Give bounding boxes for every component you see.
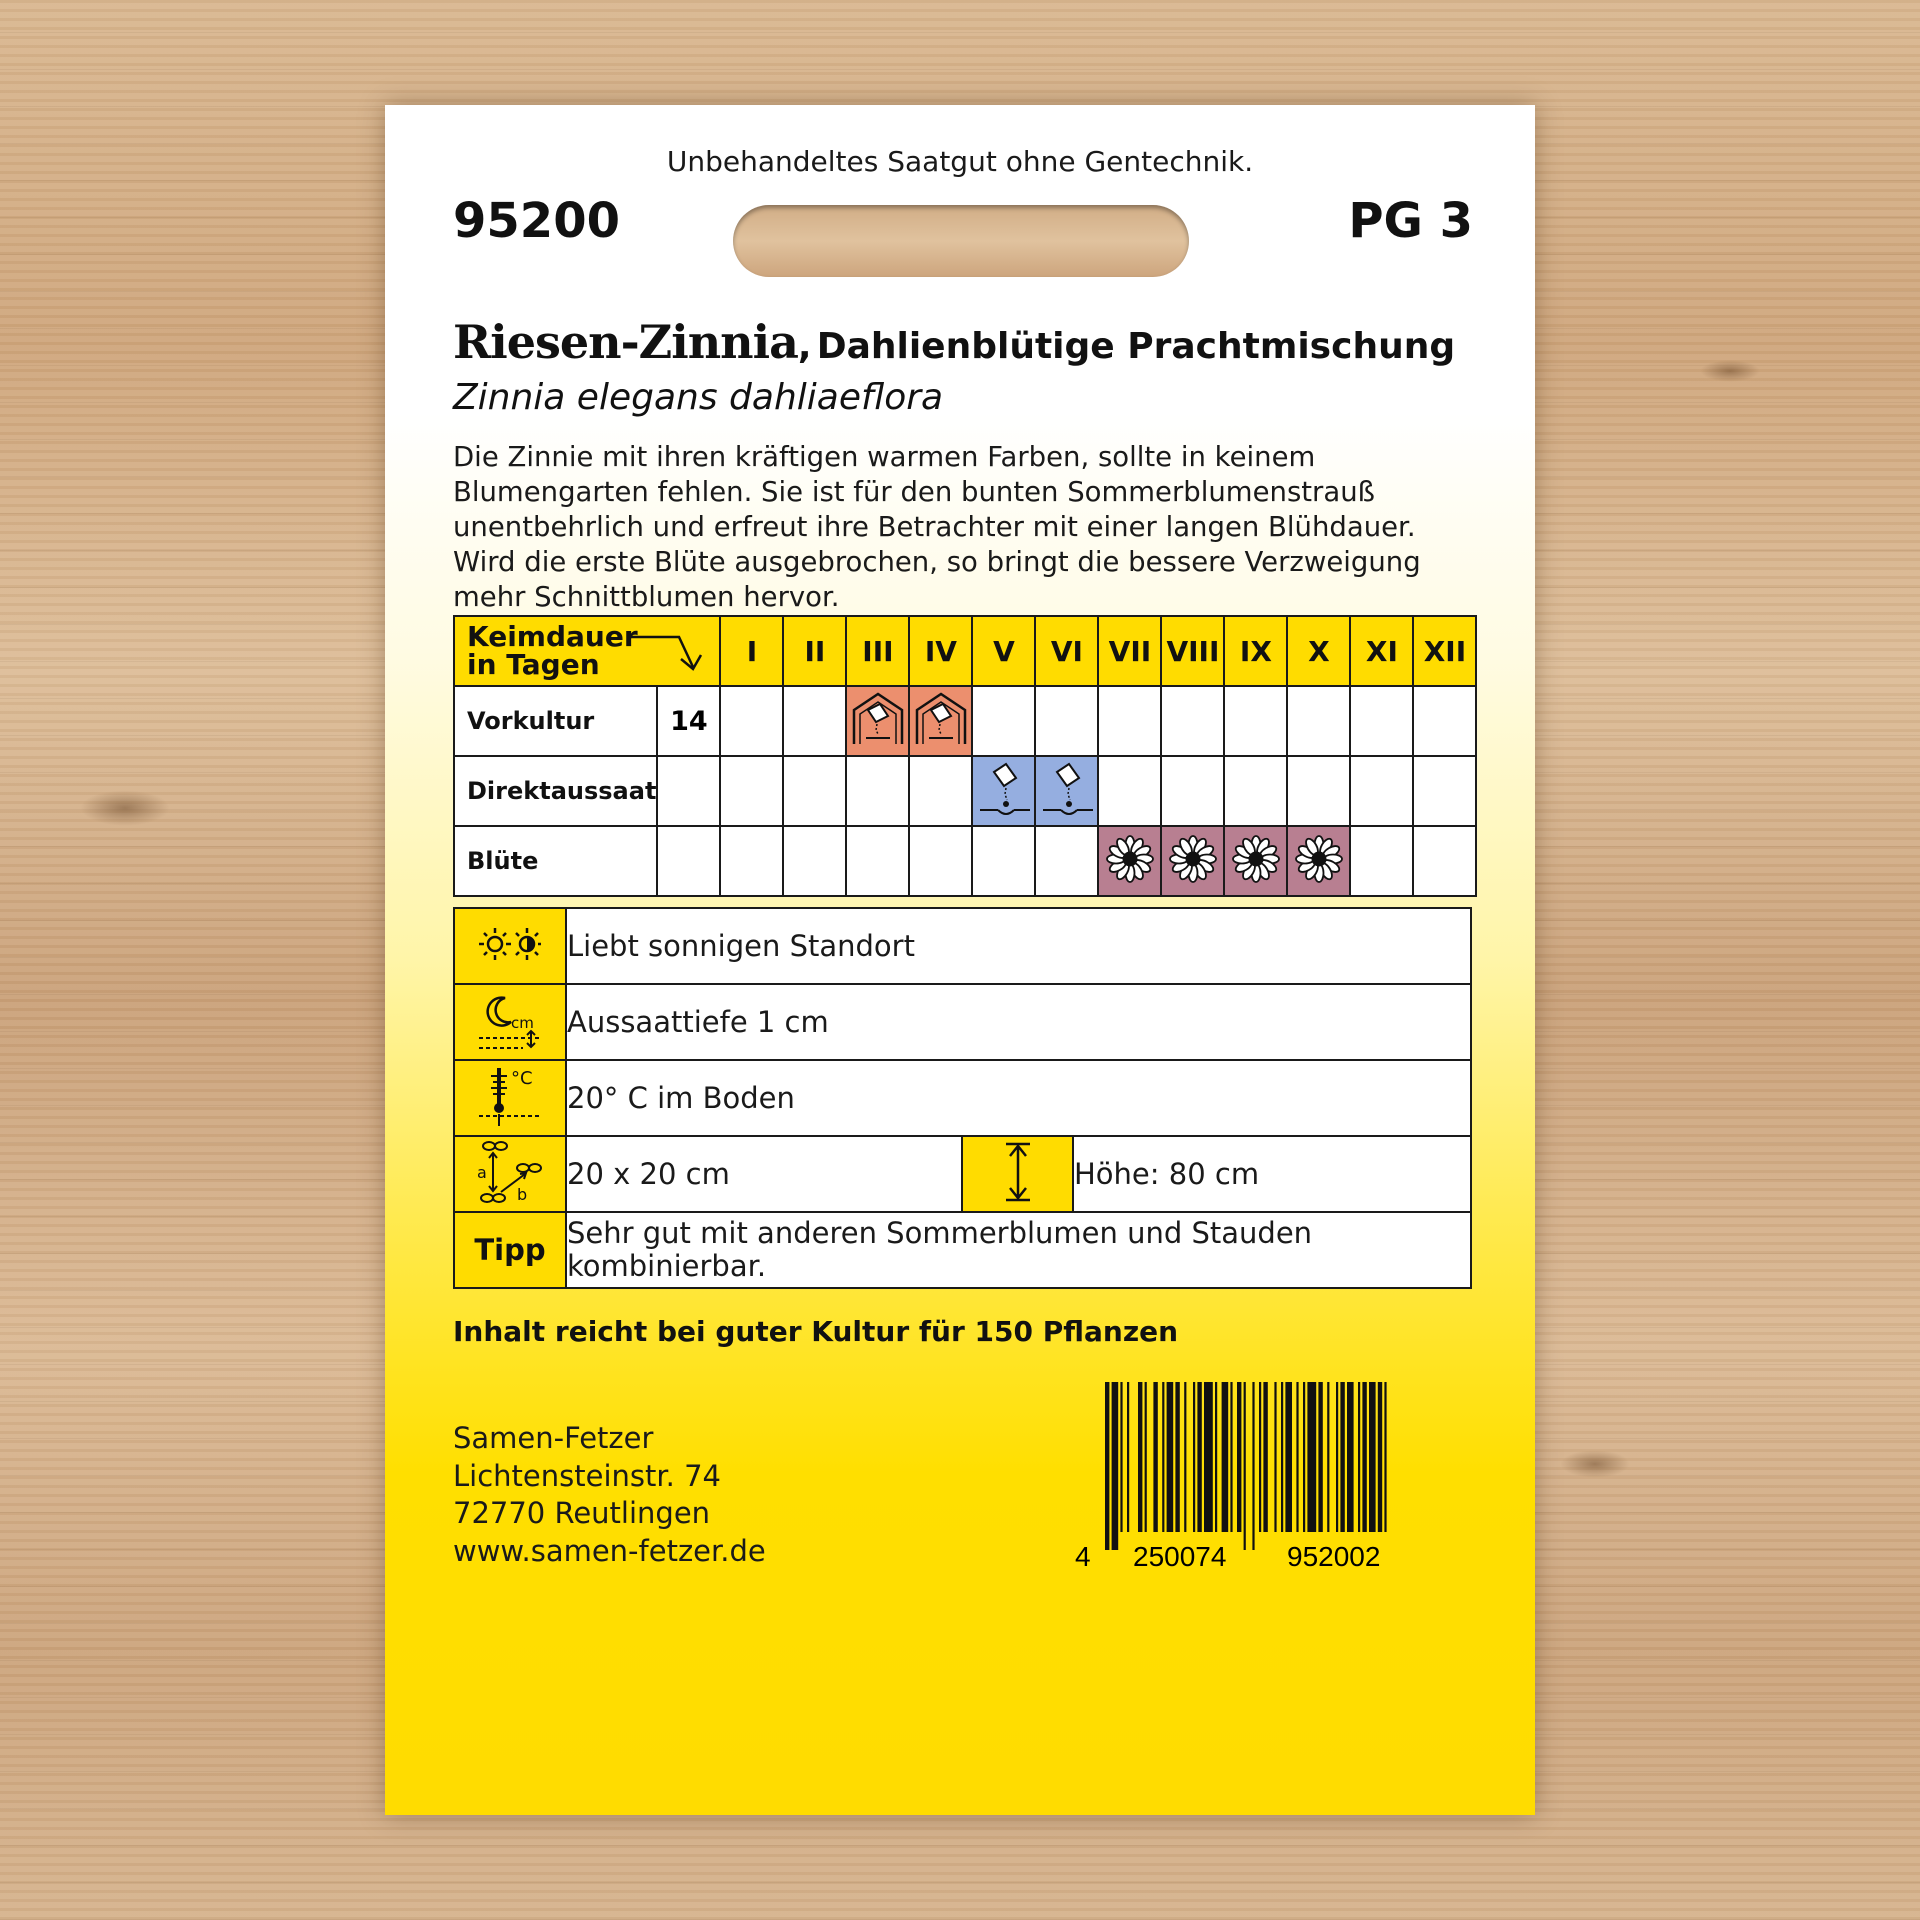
greenhouse-sowing-icon [913, 690, 969, 748]
info-row-tip [454, 1212, 1471, 1288]
depth-icon-unit: cm [511, 1014, 534, 1032]
thermometer-icon [475, 1064, 545, 1128]
month-header: VI [1035, 616, 1098, 686]
plant-spacing: 20 x 20 cm [566, 1136, 962, 1212]
month-cell [846, 826, 909, 896]
barcode-bar [1252, 1382, 1254, 1550]
arrow-down-right-icon [629, 631, 705, 673]
month-cell [1098, 756, 1161, 826]
barcode-bar [1327, 1382, 1329, 1532]
sowing-calendar [453, 615, 1477, 897]
sowing-depth: Aussaattiefe 1 cm [566, 984, 1471, 1060]
soil-temperature: 20° C im Boden [566, 1060, 1471, 1136]
plant-spacing-icon [475, 1138, 545, 1206]
barcode-bar [1138, 1382, 1142, 1532]
barcode-bar [1204, 1382, 1213, 1532]
hanging-slot [733, 205, 1189, 277]
latin-name: Zinnia elegans dahliaeflora [453, 377, 944, 418]
calendar-header-row [454, 616, 1476, 686]
barcode-bar [1281, 1382, 1283, 1532]
info-row-spacing [454, 1136, 1471, 1212]
content-note: Inhalt reicht bei guter Kultur für 150 Pflanzen [453, 1315, 1179, 1348]
temperature-icon-unit: °C [511, 1068, 533, 1089]
month-cell [1413, 756, 1476, 826]
barcode-bar [1162, 1382, 1164, 1532]
month-cell-active [1287, 826, 1350, 896]
month-cell-active [846, 686, 909, 756]
month-cell [1350, 756, 1413, 826]
company-city: 72770 Reutlingen [453, 1496, 711, 1530]
month-header: V [972, 616, 1035, 686]
ean-barcode [1075, 1380, 1485, 1570]
barcode-bar [1127, 1382, 1129, 1532]
germination-label-line2: in Tagen [467, 648, 600, 681]
germination-header [454, 616, 720, 686]
barcode-bar [1369, 1382, 1376, 1532]
month-cell-active [1035, 756, 1098, 826]
wood-knot [1700, 360, 1760, 382]
company-street: Lichtensteinstr. 74 [453, 1458, 721, 1493]
spacing-icon-b: b [517, 1185, 528, 1204]
barcode-bar [1362, 1382, 1366, 1532]
barcode-bar [1340, 1382, 1344, 1532]
barcode-bar [1303, 1382, 1305, 1532]
spacing-icon-a: a [477, 1163, 487, 1182]
company-website: www.samen-fetzer.de [453, 1533, 766, 1568]
barcode-bar [1237, 1382, 1241, 1532]
depth-icon-cell [454, 984, 566, 1060]
greenhouse-sowing-icon [850, 690, 906, 748]
sowing-depth-icon [475, 990, 545, 1050]
month-cell [1161, 686, 1224, 756]
barcode-bar [1153, 1382, 1157, 1532]
temperature-icon-cell [454, 1060, 566, 1136]
barcode-bar [1259, 1382, 1261, 1532]
month-cell [783, 756, 846, 826]
barcode-bar [1120, 1382, 1122, 1532]
month-cell [909, 826, 972, 896]
product-title [453, 315, 1455, 369]
month-cell [909, 756, 972, 826]
month-cell [972, 826, 1035, 896]
month-cell [1287, 756, 1350, 826]
month-cell [972, 686, 1035, 756]
title-subtitle: Dahlienblütige Prachtmischung [816, 326, 1456, 367]
month-cell [783, 686, 846, 756]
germination-days [657, 826, 720, 896]
price-group: PG 3 [1348, 193, 1473, 249]
month-header: IX [1224, 616, 1287, 686]
row-label: Blüte [454, 826, 657, 896]
month-cell [1224, 686, 1287, 756]
month-header: XII [1413, 616, 1476, 686]
barcode-bar [1112, 1382, 1119, 1550]
month-cell [1350, 686, 1413, 756]
flower-icon [1293, 870, 1345, 889]
month-cell [720, 686, 783, 756]
barcode-bar [1296, 1382, 1298, 1532]
month-cell [1287, 686, 1350, 756]
month-cell-active [972, 756, 1035, 826]
germination-days: 14 [657, 686, 720, 756]
barcode-bar [1167, 1382, 1174, 1532]
barcode-right-digits: 952002 [1287, 1541, 1381, 1570]
row-label: Direktaussaat [454, 756, 657, 826]
month-cell-active [909, 686, 972, 756]
calendar-row-bluete [454, 826, 1476, 896]
barcode-bar [1358, 1382, 1360, 1532]
month-cell [846, 756, 909, 826]
month-header: II [783, 616, 846, 686]
barcode-bar [1336, 1382, 1338, 1532]
company-name: Samen-Fetzer [453, 1421, 654, 1455]
month-cell [1098, 686, 1161, 756]
month-cell [1035, 826, 1098, 896]
sun-requirement: Liebt sonnigen Standort [566, 908, 1471, 984]
barcode-left-digits: 250074 [1133, 1541, 1227, 1570]
description: Die Zinnie mit ihren kräftigen warmen Farben, sollte in keinem Blumengarten fehlen. Sie ist für den bunten Sommerblumenstrauß unentbehrlich und erfreut ihre Betrachter mit einer langen Blühdauer. Wird die erste Blüte ausgebrochen, so bringt die bessere Verzweigung mehr Schnittblumen hervor. [453, 441, 1421, 613]
seed-packet-back [385, 105, 1535, 1815]
title-main: Riesen-Zinnia [453, 315, 798, 369]
info-row-temperature [454, 1060, 1471, 1136]
height-arrow-icon [998, 1140, 1038, 1204]
title-separator: , [797, 326, 812, 367]
sun-icon-cell [454, 908, 566, 984]
barcode-bar [1274, 1382, 1276, 1532]
month-cell [1350, 826, 1413, 896]
month-header: VII [1098, 616, 1161, 686]
month-header: IV [909, 616, 972, 686]
barcode-bar [1230, 1382, 1232, 1532]
month-cell [1413, 686, 1476, 756]
barcode-bar [1378, 1382, 1382, 1532]
month-cell [783, 826, 846, 896]
month-cell-active [1098, 826, 1161, 896]
height-icon-cell [962, 1136, 1073, 1212]
barcode-bar [1285, 1382, 1292, 1532]
article-number: 95200 [453, 193, 620, 249]
month-header: VIII [1161, 616, 1224, 686]
month-cell [1413, 826, 1476, 896]
wood-knot [80, 790, 170, 826]
flower-icon [1167, 870, 1219, 889]
barcode-bar [1105, 1382, 1109, 1550]
barcode-bars [1075, 1380, 1485, 1570]
sun-halfshade-icon [475, 924, 545, 964]
germination-days [657, 756, 720, 826]
barcode-bar [1175, 1382, 1179, 1532]
direct-sowing-icon [976, 760, 1032, 818]
flower-icon [1230, 870, 1282, 889]
barcode-bar [1384, 1382, 1386, 1532]
spacing-icon-cell [454, 1136, 566, 1212]
info-row-depth [454, 984, 1471, 1060]
info-row-sun [454, 908, 1471, 984]
gmo-free-note: Unbehandeltes Saatgut ohne Gentechnik. [666, 145, 1254, 178]
barcode-bar [1193, 1382, 1195, 1532]
barcode-bar [1318, 1382, 1322, 1532]
growing-info-table [453, 907, 1472, 1289]
tip-text: Sehr gut mit anderen Sommerblumen und Stauden kombinierbar. [566, 1212, 1471, 1288]
germination-label-line1: Keimdauer [467, 620, 638, 653]
calendar-row-vorkultur [454, 686, 1476, 756]
month-cell [1035, 686, 1098, 756]
calendar-row-direktaussaat [454, 756, 1476, 826]
wood-knot [1560, 1450, 1630, 1478]
barcode-bar [1184, 1382, 1186, 1532]
barcode-bar [1347, 1382, 1354, 1532]
month-cell-active [1161, 826, 1224, 896]
month-cell [720, 826, 783, 896]
barcode-bar [1307, 1382, 1316, 1532]
row-label: Vorkultur [454, 686, 657, 756]
barcode-bar [1215, 1382, 1217, 1532]
month-cell [720, 756, 783, 826]
barcode-first-digit: 4 [1075, 1541, 1091, 1570]
tip-label: Tipp [454, 1212, 566, 1288]
month-cell [1161, 756, 1224, 826]
flower-icon [1104, 870, 1156, 889]
direct-sowing-icon [1039, 760, 1095, 818]
company-address [453, 1420, 766, 1570]
barcode-bar [1263, 1382, 1267, 1532]
barcode-bar [1244, 1382, 1246, 1550]
barcode-bar [1222, 1382, 1229, 1532]
barcode-bar [1145, 1382, 1147, 1532]
barcode-bar [1197, 1382, 1201, 1532]
month-cell-active [1224, 826, 1287, 896]
month-cell [1224, 756, 1287, 826]
month-header: XI [1350, 616, 1413, 686]
plant-height: Höhe: 80 cm [1073, 1136, 1471, 1212]
month-header: III [846, 616, 909, 686]
month-header: X [1287, 616, 1350, 686]
month-header: I [720, 616, 783, 686]
